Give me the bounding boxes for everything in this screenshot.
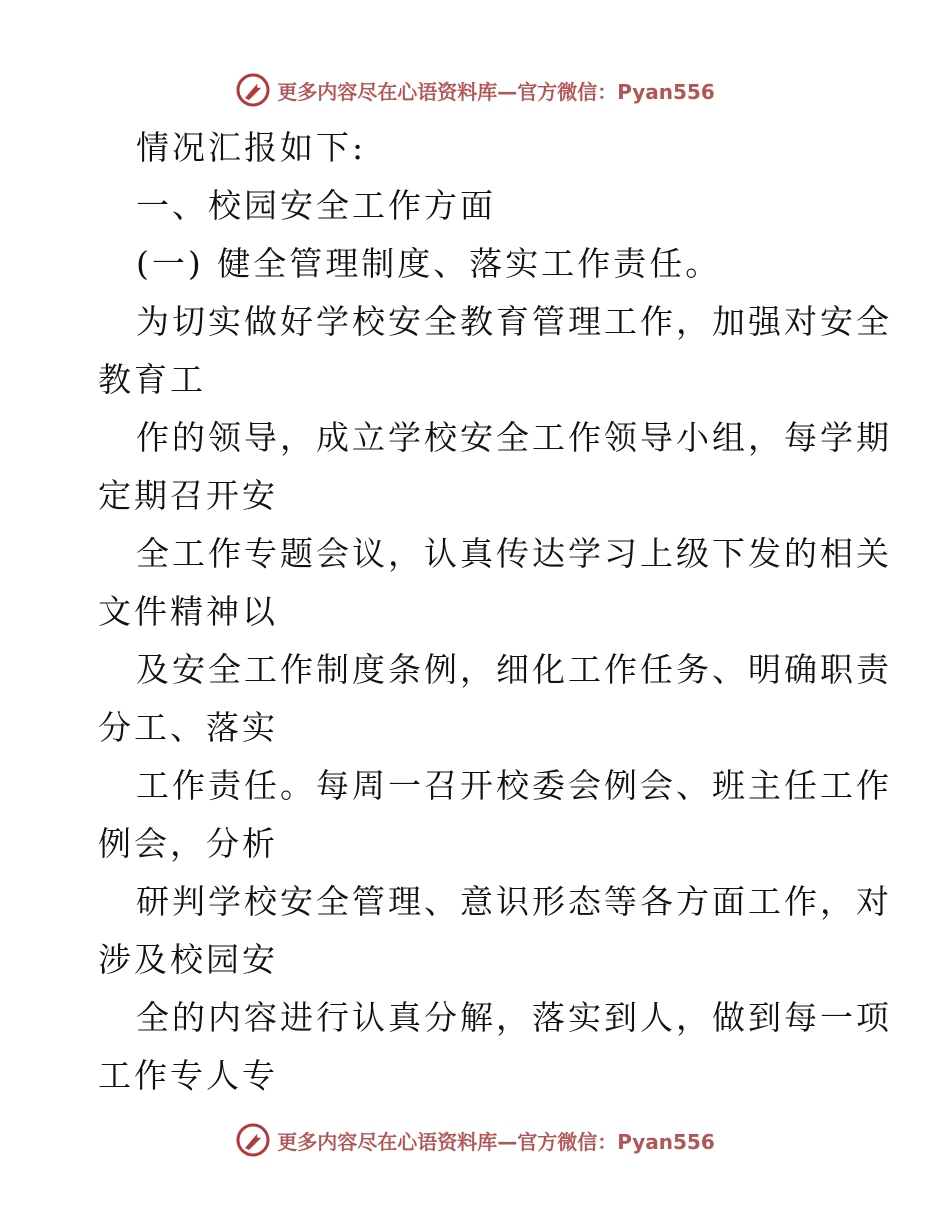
body-line: 全的内容进行认真分解，落实到人，做到每一项 (136, 998, 892, 1037)
pen-nib-logo-icon (235, 72, 271, 108)
body-line: 分工、落实 (98, 708, 278, 747)
body-line: 为切实做好学校安全教育管理工作，加强对安全 (136, 302, 892, 341)
subsection-heading: (一) 健全管理制度、落实工作责任。 (136, 244, 722, 283)
body-line: 定期召开安 (98, 476, 278, 515)
section-heading: 一、校园安全工作方面 (136, 186, 496, 225)
body-line: 教育工 (98, 360, 206, 399)
body-line: 情况汇报如下: (136, 128, 367, 167)
pen-nib-logo-icon (235, 1122, 271, 1158)
document-body (98, 119, 892, 1105)
body-line: 工作专人专 (98, 1056, 278, 1095)
footer-banner (0, 1120, 950, 1160)
body-line: 研判学校安全管理、意识形态等各方面工作，对 (136, 882, 892, 921)
body-line: 作的领导，成立学校安全工作领导小组，每学期 (136, 418, 892, 457)
body-line: 例会，分析 (98, 824, 278, 863)
body-line: 及安全工作制度条例，细化工作任务、明确职责 (136, 650, 892, 689)
body-line: 文件精神以 (98, 592, 278, 631)
header-banner-text: 更多内容尽在心语资料库—官方微信：Pyan556 (277, 79, 715, 104)
body-line: 涉及校园安 (98, 940, 278, 979)
footer-banner-text: 更多内容尽在心语资料库—官方微信：Pyan556 (277, 1129, 715, 1154)
header-banner (0, 70, 950, 110)
body-line: 工作责任。每周一召开校委会例会、班主任工作 (136, 766, 892, 805)
body-line: 全工作专题会议，认真传达学习上级下发的相关 (136, 534, 892, 573)
